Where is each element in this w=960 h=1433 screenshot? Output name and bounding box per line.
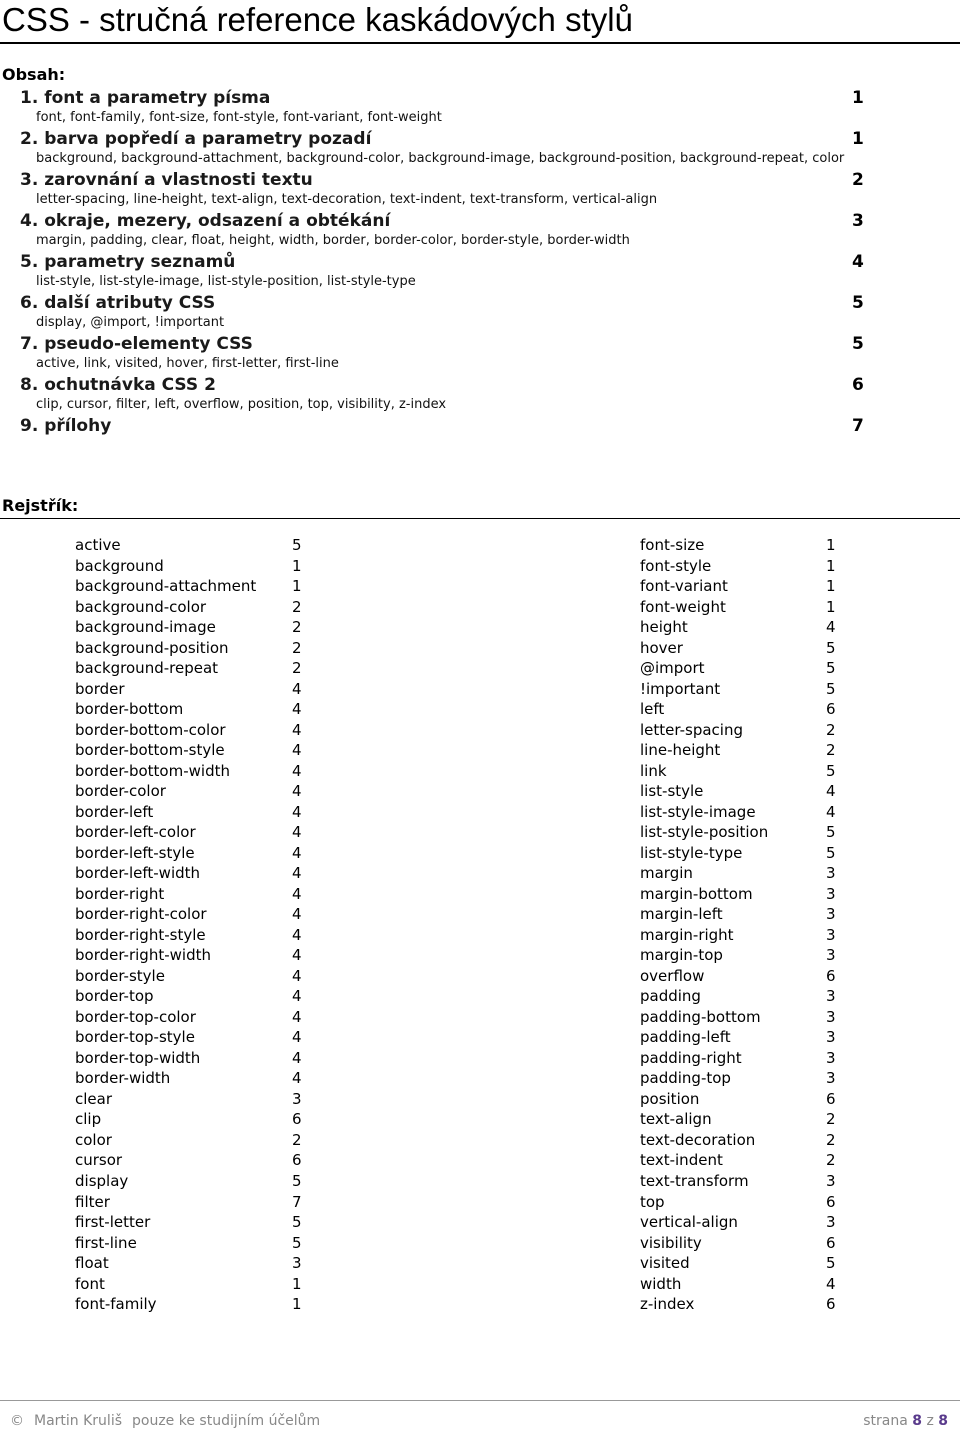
index-page-number: 4 [292, 1069, 302, 1088]
index-page-number: 2 [292, 1130, 302, 1149]
toc-entry-page: 3 [852, 211, 864, 231]
index-page-number: 3 [292, 1089, 302, 1108]
index-page-number: 3 [826, 905, 836, 924]
footer-page-total: 8 [938, 1413, 948, 1429]
index-page-number: 6 [826, 1233, 836, 1252]
index-page-number: 4 [292, 741, 302, 760]
index-page-number: 2 [826, 720, 836, 739]
index-term: active [75, 536, 121, 554]
index-page-number: 4 [826, 1274, 836, 1293]
index-page-number: 5 [292, 1213, 302, 1232]
index-term: border-bottom-style [75, 741, 225, 760]
index-page-number: 3 [826, 946, 836, 965]
index-page-number: 5 [826, 679, 836, 698]
toc-entry[interactable] [0, 251, 960, 292]
toc-entry[interactable] [0, 374, 960, 415]
index-term: height [640, 618, 688, 637]
index-page-number: 2 [826, 1130, 836, 1149]
index-term: border-right-color [75, 905, 207, 924]
index-term: float [75, 1254, 109, 1273]
footer-page-sep: z [926, 1413, 934, 1429]
index-page-number: 3 [826, 864, 836, 883]
index-term: list-style-image [640, 802, 756, 821]
footer-page-number [863, 1412, 948, 1430]
toc-entry-properties: active, link, visited, hover, first-letter, first-line [36, 356, 339, 371]
index-page-number: 4 [292, 1028, 302, 1047]
index-term: font-variant [640, 577, 728, 596]
index-page-number: 4 [292, 843, 302, 862]
index-page-number: 3 [826, 925, 836, 944]
index-page-number: 3 [826, 1007, 836, 1026]
footer-divider [0, 1400, 960, 1401]
index-term: cursor [75, 1151, 123, 1170]
index-page-number: 5 [826, 843, 836, 862]
page-title: CSS - stručná reference kaskádových stylů [2, 1, 633, 38]
index-term: background-image [75, 618, 216, 637]
footer-author: Martin Kruliš [34, 1413, 122, 1429]
index-term: visibility [640, 1233, 702, 1252]
index-term: border-bottom [75, 700, 184, 719]
index-term: border-color [75, 782, 166, 801]
index-page-number: 7 [292, 1192, 302, 1211]
index-page-number: 2 [292, 597, 302, 616]
index-term: border-top [75, 987, 154, 1006]
index-term: border-left [75, 802, 154, 821]
index-term: font [75, 1274, 105, 1293]
toc-entry-title[interactable]: 2. barva popředí a parametry pozadí [20, 129, 372, 149]
index-term: text-transform [640, 1171, 749, 1190]
toc-entry-properties: display, @import, !important [36, 315, 225, 330]
toc-entry-page: 1 [852, 129, 864, 149]
index-term: list-style [640, 782, 704, 801]
index-term: border-left-color [75, 823, 196, 842]
index-term: padding-right [640, 1048, 742, 1067]
index-page-number: 3 [826, 1028, 836, 1047]
index-page-number: 1 [826, 597, 836, 616]
index-page-number: 3 [292, 1254, 302, 1273]
index-term: left [640, 700, 665, 719]
index-term: font-weight [640, 597, 726, 616]
index-page-number: 5 [292, 1233, 302, 1252]
index-term: padding [640, 987, 701, 1006]
toc-entry-title[interactable]: 7. pseudo-elementy CSS [20, 334, 253, 354]
index-page-number: 2 [826, 1110, 836, 1129]
index-page-number: 1 [292, 556, 302, 575]
toc-entry[interactable] [0, 333, 960, 374]
index-page-number: 2 [826, 741, 836, 760]
index-term: text-indent [640, 1151, 723, 1170]
index-page-number: 5 [292, 1171, 302, 1190]
index-page-number: 4 [292, 720, 302, 739]
index-term: color [75, 1130, 112, 1149]
index-term: margin [640, 864, 693, 883]
index-page-number: 6 [826, 1089, 836, 1108]
index-term: first-letter [75, 1213, 151, 1232]
index-term: border-right [75, 884, 165, 903]
table-of-contents [0, 87, 960, 456]
toc-entry-title[interactable]: 1. font a parametry písma [20, 88, 271, 108]
index-page-number: 6 [292, 1110, 302, 1129]
toc-entry-page: 4 [852, 252, 864, 272]
index-term: line-height [640, 741, 721, 760]
index-page-number: 4 [826, 618, 836, 637]
index-term: font-style [640, 556, 712, 575]
toc-entry-properties: margin, padding, clear, float, height, width, border, border-color, border-style, border-width [36, 233, 630, 248]
index-page-number: 1 [826, 536, 836, 554]
index-page-number: 4 [826, 782, 836, 801]
index-term: first-line [75, 1233, 137, 1252]
index-term: text-decoration [640, 1130, 756, 1149]
index-page-number: 1 [826, 577, 836, 596]
index-term: font-size [640, 536, 705, 554]
footer-page-current: 8 [912, 1413, 922, 1429]
index-term: width [640, 1274, 682, 1293]
toc-entry-title[interactable]: 9. přílohy [20, 416, 112, 436]
index-term: filter [75, 1192, 110, 1211]
index-term: clear [75, 1089, 113, 1108]
index-page-number: 2 [826, 1151, 836, 1170]
toc-entry-properties: letter-spacing, line-height, text-align, text-decoration, text-indent, text-transform, vertical-align [36, 192, 658, 207]
index-term: border-width [75, 1069, 171, 1088]
index-page-number: 5 [292, 536, 302, 554]
index-term: border [75, 679, 125, 698]
toc-entry-title[interactable]: 6. další atributy CSS [20, 293, 216, 313]
toc-entry-title[interactable]: 4. okraje, mezery, odsazení a obtékání [20, 211, 391, 231]
index-page-number: 3 [826, 987, 836, 1006]
index-term: !important [640, 679, 721, 698]
index-page-number: 5 [826, 761, 836, 780]
toc-entry-title[interactable]: 8. ochutnávka CSS 2 [20, 375, 216, 395]
index-page-number: 3 [826, 1048, 836, 1067]
index-term: list-style-position [640, 823, 769, 842]
index-term: background-position [75, 638, 229, 657]
index-page-number: 1 [292, 577, 302, 596]
toc-entry-page: 1 [852, 88, 864, 108]
index-divider [0, 518, 960, 519]
index-page-number: 2 [292, 659, 302, 678]
toc-entry-page: 6 [852, 375, 864, 395]
index-term: position [640, 1089, 700, 1108]
index-term: padding-top [640, 1069, 731, 1088]
toc-entry[interactable] [0, 415, 960, 456]
index-term: border-left-style [75, 843, 195, 862]
toc-entry-title[interactable]: 5. parametry seznamů [20, 252, 236, 272]
index-term: display [75, 1171, 129, 1190]
toc-entry-properties: clip, cursor, filter, left, overflow, position, top, visibility, z-index [36, 397, 447, 412]
toc-entry-page: 5 [852, 293, 864, 313]
toc-entry-page: 5 [852, 334, 864, 354]
index-page-number: 4 [292, 905, 302, 924]
index-term: background-repeat [75, 659, 219, 678]
index-term: link [640, 761, 667, 780]
index-page-number: 5 [826, 638, 836, 657]
index-term: border-top-color [75, 1007, 196, 1026]
footer-credit [10, 1412, 330, 1430]
index-page-number: 4 [292, 782, 302, 801]
index-page-number: 4 [292, 884, 302, 903]
index-term: font-family [75, 1295, 157, 1314]
index-page-number: 6 [826, 1295, 836, 1314]
title-divider [0, 42, 960, 44]
index-page-number: 1 [826, 556, 836, 575]
index-term: border-right-width [75, 946, 211, 965]
index-page-number: 3 [826, 1171, 836, 1190]
index-page-number: 3 [826, 1213, 836, 1232]
index-page-number: 4 [292, 987, 302, 1006]
index-page-number: 4 [292, 823, 302, 842]
index-page-number: 4 [292, 700, 302, 719]
index-page-number: 6 [826, 1192, 836, 1211]
index-term: background [75, 556, 164, 575]
index-page-number: 4 [292, 864, 302, 883]
toc-entry-page: 7 [852, 416, 864, 436]
index-term: padding-bottom [640, 1007, 761, 1026]
index-term: background-attachment [75, 577, 257, 596]
toc-entry[interactable] [0, 169, 960, 210]
index-page-number: 3 [826, 884, 836, 903]
index-page-number: 4 [292, 1048, 302, 1067]
index-term: border-style [75, 966, 165, 985]
index-term: margin-top [640, 946, 723, 965]
index-term: z-index [640, 1295, 695, 1314]
index-term: list-style-type [640, 843, 743, 862]
index-page-number: 2 [292, 638, 302, 657]
index-term: overflow [640, 966, 705, 985]
index-term: clip [75, 1110, 102, 1129]
index-term: border-bottom-color [75, 720, 226, 739]
index-page-number: 4 [292, 802, 302, 821]
index-term: padding-left [640, 1028, 731, 1047]
index-page-number: 4 [292, 925, 302, 944]
index-term: vertical-align [640, 1213, 738, 1232]
index-term: text-align [640, 1110, 712, 1129]
index-term: @import [640, 659, 705, 678]
toc-entry[interactable] [0, 128, 960, 169]
index-page-number: 4 [292, 966, 302, 985]
index-term: margin-left [640, 905, 723, 924]
index-page-number: 4 [292, 761, 302, 780]
footer-page-label: strana [863, 1413, 908, 1429]
index-term: border-top-width [75, 1048, 201, 1067]
index-page-number: 5 [826, 823, 836, 842]
index-term: border-right-style [75, 925, 206, 944]
index-term: background-color [75, 597, 207, 616]
index-term: border-left-width [75, 864, 201, 883]
index-page-number: 2 [292, 618, 302, 637]
index-term: visited [640, 1254, 690, 1273]
index-term: margin-right [640, 925, 734, 944]
index-term: border-bottom-width [75, 761, 230, 780]
index-term: top [640, 1192, 665, 1211]
toc-entry[interactable] [0, 87, 960, 128]
toc-entry[interactable] [0, 210, 960, 251]
index-page-number: 6 [826, 700, 836, 719]
index-page-number: 1 [292, 1274, 302, 1293]
index-page-number: 6 [826, 966, 836, 985]
footer-note: pouze ke studijním účelům [132, 1413, 321, 1429]
index-page-number: 5 [826, 659, 836, 678]
index-page-number: 6 [292, 1151, 302, 1170]
toc-entry-properties: font, font-family, font-size, font-style, font-variant, font-weight [36, 110, 442, 125]
index-term: letter-spacing [640, 720, 743, 739]
index-term: margin-bottom [640, 884, 753, 903]
toc-entry[interactable] [0, 292, 960, 333]
copyright-icon: © [10, 1413, 24, 1429]
toc-entry-title[interactable]: 3. zarovnání a vlastnosti textu [20, 170, 313, 190]
toc-heading: Obsah: [2, 65, 66, 84]
toc-entry-properties: list-style, list-style-image, list-style-position, list-style-type [36, 274, 416, 289]
index-term: hover [640, 638, 683, 657]
index-page-number: 3 [826, 1069, 836, 1088]
toc-entry-properties: background, background-attachment, background-color, background-image, background-position, background-repeat, color [36, 151, 845, 166]
toc-entry-page: 2 [852, 170, 864, 190]
index-page-number: 4 [292, 1007, 302, 1026]
index-page-number: 4 [292, 946, 302, 965]
index-term: border-top-style [75, 1028, 195, 1047]
index-page-number: 4 [826, 802, 836, 821]
index-page-number: 4 [292, 679, 302, 698]
index-heading: Rejstřík: [2, 496, 79, 515]
index-page-number: 1 [292, 1295, 302, 1314]
index-page-number: 5 [826, 1254, 836, 1273]
